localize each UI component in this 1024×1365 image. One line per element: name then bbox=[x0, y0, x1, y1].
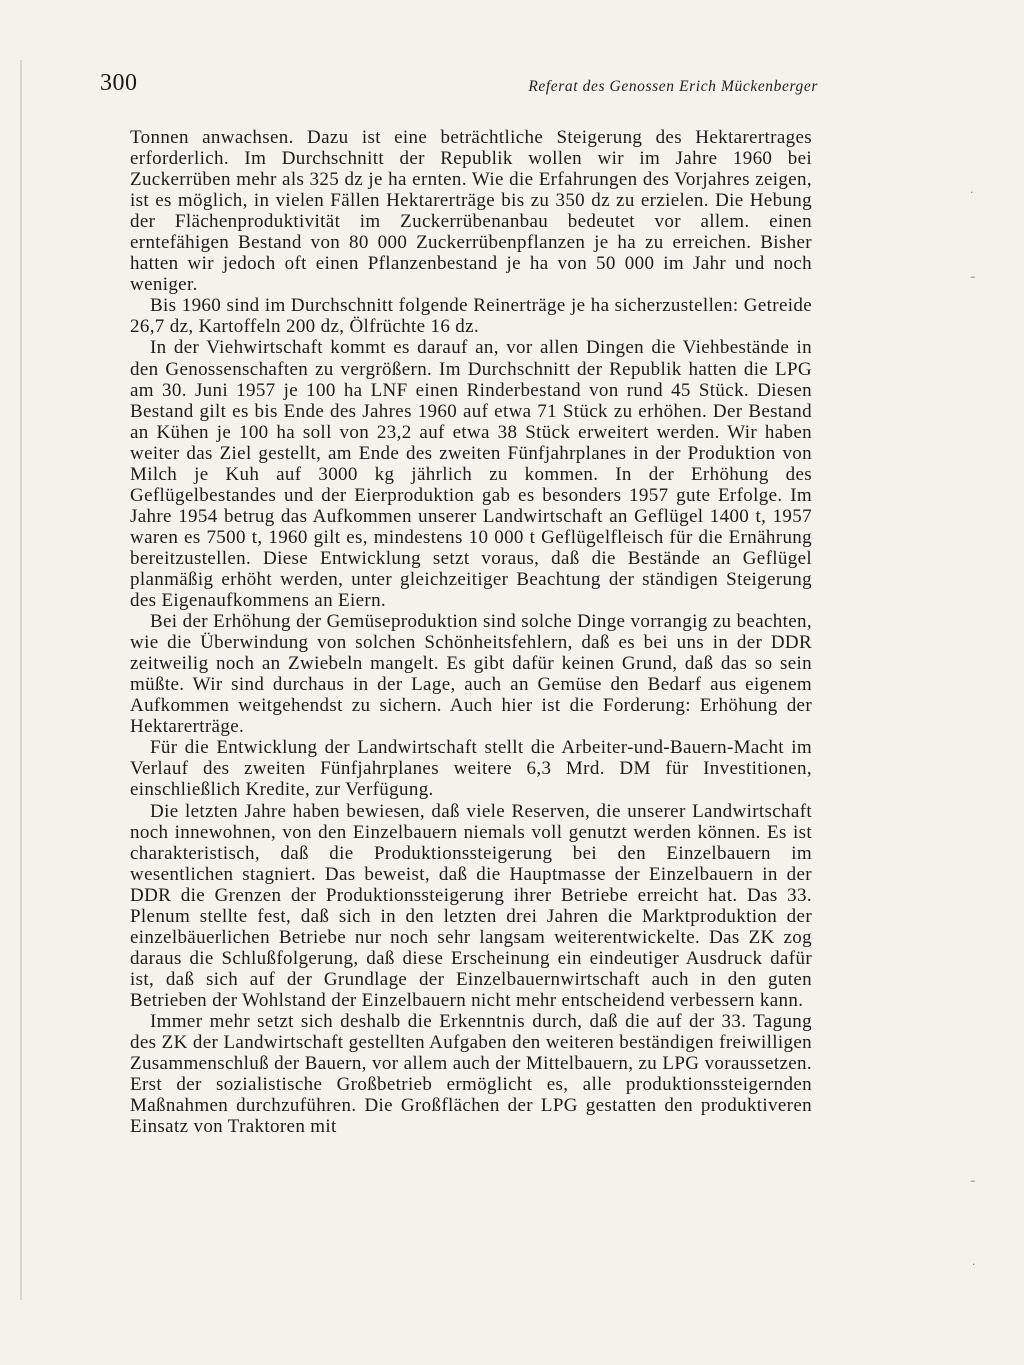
paragraph-6: Die letzten Jahre haben bewiesen, daß viele Reserven, die unserer Landwirtschaft noch innewohnen, von den Einzelbauern niemals voll genutzt werden können. Es ist charakteristisch, daß die Produktionssteigerung bei den Einzelbauern im wesentlichen stagniert. Das beweist, daß die Hauptmasse der Einzelbauern in der DDR die Grenzen der Produktionssteigerung ihrer Betriebe erreicht hat. Das 33. Plenum stellte fest, daß sich in den letzten drei Jahren die Marktproduktion der einzelbäuerlichen Betriebe nur noch sehr langsam weiterentwickelte. Das ZK zog daraus die Schlußfolgerung, daß diese Erscheinung ein eindeutiger Ausdruck dafür ist, daß sich auf der Grundlage der Einzelbauernwirtschaft auch in den guten Betrieben der Wohlstand der Einzelbauern nicht mehr entscheidend verbessern kann. bbox=[130, 800, 812, 1011]
paragraph-3: In der Viehwirtschaft kommt es darauf an, vor allen Dingen die Viehbestände in den Genossenschaften zu vergrößern. Im Durchschnitt der Republik hatten die LPG am 30. Juni 1957 je 100 ha LNF einen Rinderbestand von rund 45 Stück. Diesen Bestand gilt es bis Ende des Jahres 1960 auf etwa 71 Stück zu erhöhen. Der Bestand an Kühen je 100 ha soll von 23,2 auf etwa 38 Stück erweitert werden. Wir haben weiter das Ziel gestellt, am Ende des zweiten Fünfjahrplanes in der Produktion von Milch je Kuh auf 3000 kg jährlich zu kommen. In der Erhöhung des Geflügelbestandes und der Eierproduktion gab es besonders 1957 gute Erfolge. Im Jahre 1954 betrug das Aufkommen unserer Landwirtschaft an Geflügel 1400 t, 1957 waren es 7500 t, 1960 gilt es, mindestens 10 000 t Geflügelfleisch für die Ernährung bereitzustellen. Diese Entwicklung setzt voraus, daß die Bestände an Geflügel planmäßig erhöht werden, unter gleichzeitiger Beachtung der ständigen Steigerung des Eigenaufkommens an Eiern. bbox=[130, 337, 812, 612]
margin-speck-icon: – bbox=[970, 1174, 976, 1187]
margin-speck-icon: · bbox=[970, 186, 974, 199]
page-edge-shadow bbox=[20, 60, 22, 1300]
paragraph-7: Immer mehr setzt sich deshalb die Erkenntnis durch, daß die auf der 33. Tagung des ZK der Landwirtschaft gestellten Aufgaben den weiteren beständigen freiwilligen Zusammenschluß der Bauern, vor allem auch der Mittelbauern, zu LPG voraussetzen. Erst der sozialistische Großbetrieb ermöglicht es, alle produktionssteigernden Maßnahmen durchzuführen. Die Großflächen der LPG gestatten den produktiveren Einsatz von Traktoren mit bbox=[130, 1010, 812, 1138]
margin-speck-icon: · bbox=[972, 1258, 976, 1271]
body-text bbox=[130, 127, 812, 1137]
paragraph-2: Bis 1960 sind im Durchschnitt folgende Reinerträge je ha sicherzustellen: Getreide 26,7 dz, Kartoffeln 200 dz, Ölfrüchte 16 dz. bbox=[130, 295, 812, 338]
margin-speck-icon: – bbox=[970, 270, 976, 283]
paragraph-1: Tonnen anwachsen. Dazu ist eine beträchtliche Steigerung des Hektarertrages erforderlich. Im Durchschnitt der Republik wollen wir im Jahre 1960 bei Zuckerrüben mehr als 325 dz je ha ernten. Wie die Erfahrungen des Vorjahres zeigen, ist es möglich, in vielen Fällen Hektarerträge bis zu 350 dz zu erzielen. Die Hebung der Flächenproduktivität im Zuckerrübenanbau bedeutet vor allem. einen erntefähigen Bestand von 80 000 Zuckerrübenpflanzen je ha zu erreichen. Bisher hatten wir jedoch oft einen Pflanzenbestand je ha von 50 000 im Jahr und noch weniger. bbox=[130, 127, 812, 296]
running-head: Referat des Genossen Erich Mückenberger bbox=[528, 78, 818, 95]
page-header bbox=[96, 70, 818, 110]
paragraph-5: Für die Entwicklung der Landwirtschaft stellt die Arbeiter-und-Bauern-Macht im Verlauf des zweiten Fünfjahrplanes weitere 6,3 Mrd. DM für Investitionen, einschließlich Kredite, zur Verfügung. bbox=[130, 737, 812, 801]
page-number: 300 bbox=[100, 70, 138, 96]
paragraph-4: Bei der Erhöhung der Gemüseproduktion sind solche Dinge vorrangig zu beachten, wie die Überwindung von solchen Schönheitsfehlern, daß es bei uns in der DDR zeitweilig noch an Zwiebeln mangelt. Es gibt dafür keinen Grund, daß das so sein müßte. Wir sind durchaus in der Lage, auch an Gemüse den Bedarf aus eigenem Aufkommen weitgehendst zu sichern. Auch hier ist die Forderung: Erhöhung der Hektarerträge. bbox=[130, 611, 812, 738]
